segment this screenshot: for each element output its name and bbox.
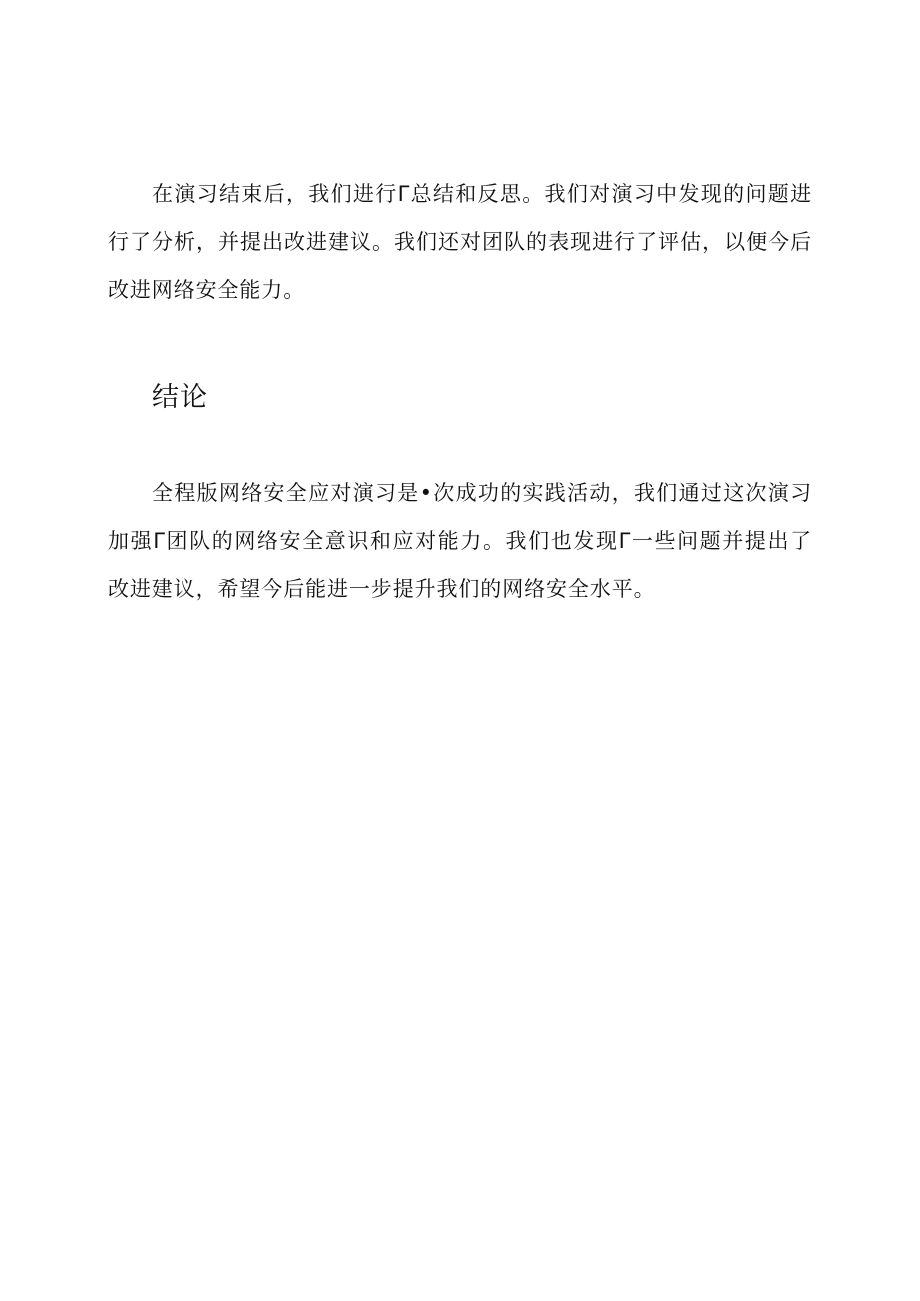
conclusion-paragraph: 全程版网络安全应对演习是•次成功的实践活动，我们通过这次演习加强Γ团队的网络安全意识和应对能力。我们也发现Γ一些问题并提出了改进建议，希望今后能进一步提升我们的网络安全水平。	[108, 481, 812, 601]
conclusion-heading: 结论	[152, 382, 208, 413]
summary-paragraph: 在演习结束后，我们进行Γ总结和反思。我们对演习中发现的问题进行了分析，并提出改进建议。我们还对团队的表现进行了评估，以便今后改进网络安全能力。	[108, 182, 812, 302]
